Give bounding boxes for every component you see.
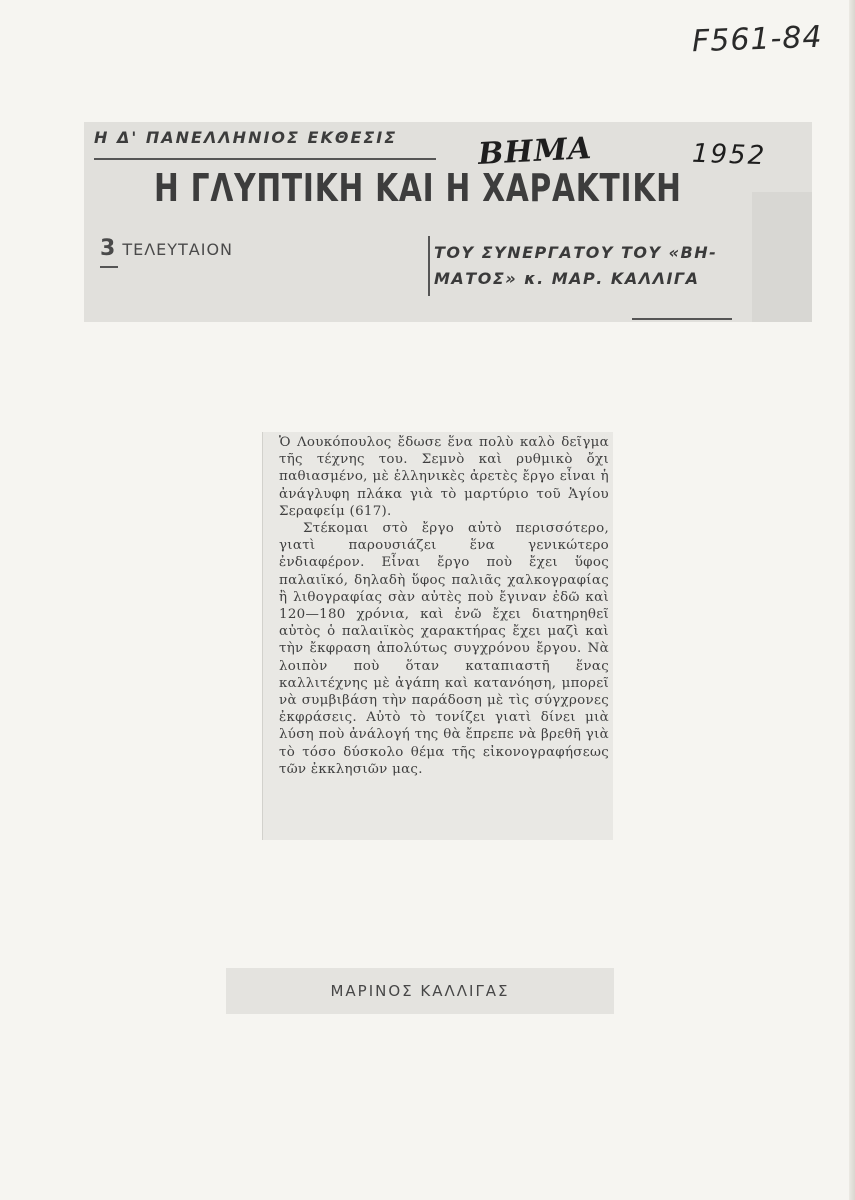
archive-code: F561-84 <box>691 19 824 60</box>
byline-rule <box>428 236 430 296</box>
byline-underline <box>632 318 732 320</box>
byline <box>434 240 774 292</box>
byline-line-2: ΜΑΤΟΣ» κ. ΜΑΡ. ΚΑΛΛΙΓΑ <box>434 269 700 288</box>
series-label <box>100 236 233 261</box>
body-clipping <box>262 432 613 840</box>
byline-line-1: ΤΟΥ ΣΥΝΕΡΓΑΤΟΥ ΤΟΥ «ΒΗ- <box>434 243 718 262</box>
article-paragraph-1: Ὁ Λουκόπουλος ἔδωσε ἕνα πολὺ καλὸ δεῖγμα τῆς τέχνης του. Σεμνὸ καὶ ρυθμικὸ ὄχι παθιασμένο, μὲ ἑλληνικὲς ἀρετὲς ἔργο εἶναι ἡ ἀνάγλυφη πλάκα γιὰ τὸ μαρτύριο τοῦ Ἁγίου Σεραφείμ (617). <box>279 435 609 519</box>
series-label-text: ΤΕΛΕΥΤΑΙΟΝ <box>122 240 234 259</box>
signature-clipping <box>226 968 614 1014</box>
article-paragraph-2: Στέκομαι στὸ ἔργο αὐτὸ περισσότερο, γιατὶ παρουσιάζει ἕνα γενικώτερο ἐνδιαφέρον. Εἶναι ἔργο ποὺ ἔχει ὕφος παλαιϊκό, δηλαδὴ ὕφος παλιᾶς χαλκογραφίας ἢ λιθογραφίας σὰν αὐτὲς ποὺ ἔγιναν ἐδῶ καὶ 120—180 χρόνια, καὶ ἐνῶ ἔχει διατηρηθεῖ αὐτὸς ὁ παλαιϊκὸς χαρακτήρας ἔχει μαζὶ καὶ τὴν ἔκφραση ἀπολύτως συγχρόνου ἔργου. Νὰ λοιπὸν ποὺ ὅταν καταπιαστῆ ἕνας καλλιτέχνης μὲ ἀγάπη καὶ κατανόηση, μπορεῖ νὰ συμβιβάση τὴν παράδοση μὲ τὶς σύγχρονες ἐκφράσεις. Αὐτὸ τὸ τονίζει γιατὶ δίνει μιὰ λύση ποὺ ἀνάλογή της θὰ ἔπρεπε νὰ βρεθῆ γιὰ τὸ τόσο δύσκολο θέμα τῆς εἰκονογραφήσεως τῶν ἐκκλησιῶν μας. <box>279 521 609 777</box>
headline: Η ΓΛΥΠΤΙΚΗ ΚΑΙ Η ΧΑΡΑΚΤΙΚΗ <box>154 166 682 210</box>
author-signature: ΜΑΡΙΝΟΣ ΚΑΛΛΙΓΑΣ <box>330 982 510 1000</box>
year-handwritten: 1952 <box>691 138 767 172</box>
kicker: Η Δ' ΠΑΝΕΛΛΗΝΙΟΣ ΕΚΘΕΣΙΣ <box>94 128 398 147</box>
page-edge <box>849 0 855 1200</box>
series-number: 3 <box>100 236 117 261</box>
newspaper-name-handwritten: ΒΗΜΑ <box>477 131 594 172</box>
header-clipping <box>84 122 812 322</box>
article-body <box>279 434 609 778</box>
kicker-rule <box>94 158 436 160</box>
series-number-rule <box>100 266 118 268</box>
